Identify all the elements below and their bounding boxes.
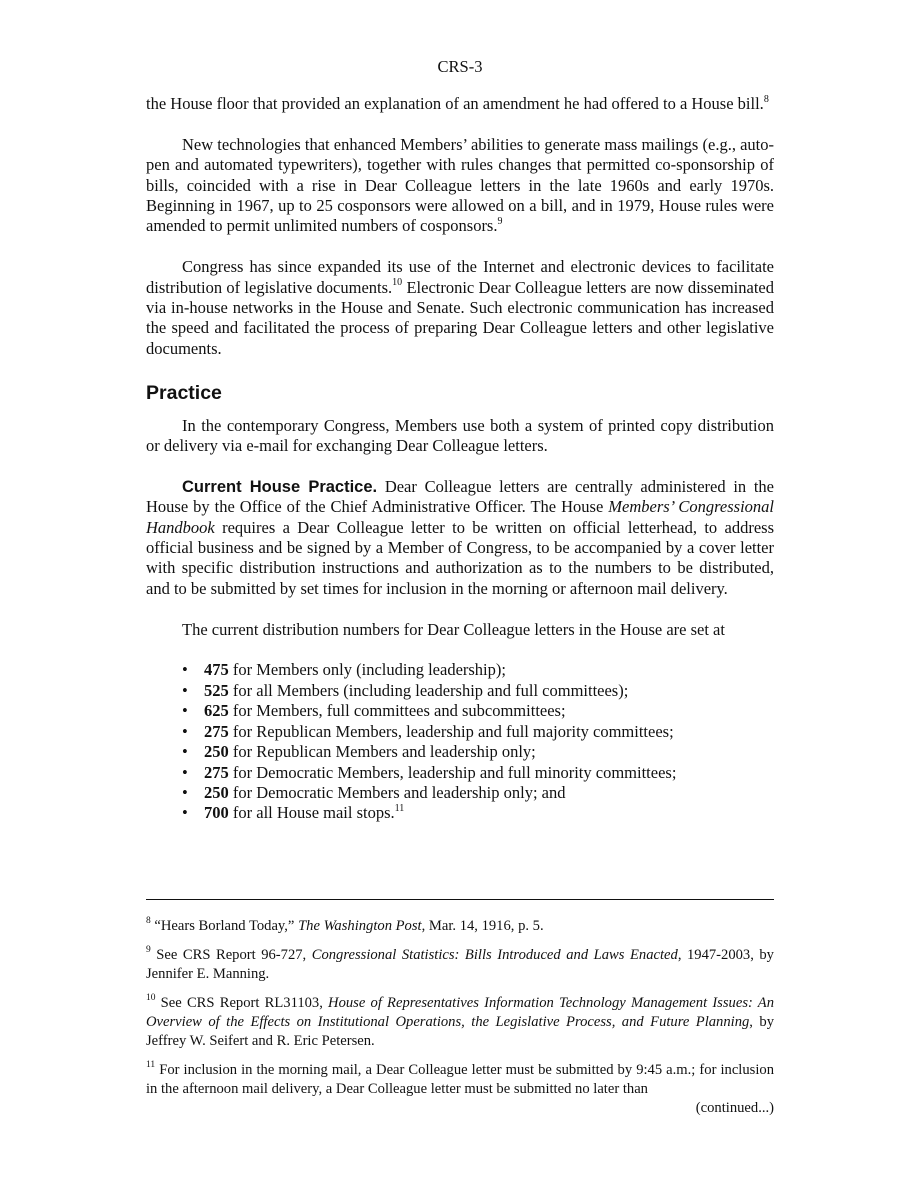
- page-number: CRS-3: [437, 57, 483, 76]
- list-item-text: for Democratic Members and leadership only; and: [228, 782, 566, 802]
- bullet-icon: •: [182, 660, 188, 680]
- distribution-number: 250: [204, 782, 229, 802]
- footnote-text: , by Jeffrey W. Seifert and R. Eric Petersen.: [146, 1014, 774, 1049]
- list-item-text: for all Members (including leadership and full committees);: [228, 680, 629, 700]
- list-item-text: for all House mail stops.: [228, 803, 395, 823]
- footnote-ref-8[interactable]: 8: [763, 93, 769, 105]
- list-item: [182, 763, 774, 783]
- paragraph-text: the House floor that provided an explanation of an amendment he had offered to a House bill.: [146, 94, 764, 113]
- bullet-icon: •: [182, 742, 188, 762]
- footnote-text: See CRS Report 96-727,: [150, 947, 312, 963]
- list-item-text: for Republican Members, leadership and full majority committees;: [228, 721, 674, 741]
- paragraph-new-technologies: [146, 135, 774, 237]
- run-in-heading: Current House Practice.: [182, 477, 378, 496]
- footnote-italic: House of Representatives Information Technology Management Issues: An Overview of the Effects on Institutional Operations, the Legislative Process, and Future Planning: [146, 995, 774, 1030]
- list-item-text: for Republican Members and leadership only;: [228, 742, 536, 762]
- footnote-text: , 1947-2003, by Jennifer E. Manning.: [146, 947, 774, 982]
- list-item: [182, 742, 774, 762]
- footnote-italic: The Washington Post: [298, 918, 422, 934]
- bullet-icon: •: [182, 762, 188, 782]
- paragraph-text: New technologies that enhanced Members’ abilities to generate mass mailings (e.g., auto-pen and automated typewriters), together with rules changes that permitted co-sponsorship of bills, coincided with a rise in Dear Colleague letters in the late 1960s and early 1970s. Beginning in 1967, up to 25 cosponsors were allowed on a bill, and in 1979, House rules were amended to permit unlimited numbers of cosponsors.: [146, 134, 774, 236]
- paragraph-text: Dear Colleague letters are centrally administered in the House by the Office of the Chief Administrative Officer. The House: [146, 476, 775, 517]
- paragraph-contemporary-congress: [146, 416, 774, 457]
- footnote-number: 11: [146, 1060, 156, 1071]
- paragraph-text: requires a Dear Colleague letter to be written on official letterhead, to address official business and be signed by a Member of Congress, to be accompanied by a cover letter with specific distribution instructions and authorization as to the numbers to be distributed, and to be submitted by set times for inclusion in the morning or afternoon mail delivery.: [146, 517, 774, 598]
- footnote-10: [146, 994, 774, 1051]
- distribution-number: 525: [204, 680, 229, 700]
- distribution-number: 275: [204, 721, 229, 741]
- list-item: [182, 701, 774, 721]
- paragraph-current-house-practice: [146, 477, 774, 599]
- footnote-9: [146, 946, 774, 984]
- footnotes: [146, 917, 774, 1128]
- paragraph-continuation: [146, 94, 774, 114]
- footnote-text: , Mar. 14, 1916, p. 5.: [421, 918, 544, 934]
- list-item: [182, 722, 774, 742]
- distribution-number: 475: [204, 660, 229, 680]
- section-heading-practice: Practice: [146, 381, 222, 404]
- list-item-text: for Members, full committees and subcommittees;: [228, 701, 566, 721]
- paragraph-text: Congress has since expanded its use of the Internet and electronic devices to facilitate distribution of legislative documents.: [146, 257, 774, 297]
- footnote-ref-10[interactable]: 10: [392, 277, 403, 289]
- paragraph-text: In the contemporary Congress, Members use both a system of printed copy distribution or delivery via e-mail for exchanging Dear Colleague letters.: [146, 415, 774, 456]
- body-text: [146, 94, 774, 824]
- footnote-text: “Hears Borland Today,”: [150, 918, 299, 934]
- handbook-title: Members’ Congressional Handbook: [146, 497, 774, 537]
- continued-marker: (continued...): [695, 1100, 774, 1116]
- footnote-text: For inclusion in the morning mail, a Dear Colleague letter must be submitted by 9:45 a.m.; for inclusion in the afternoon mail delivery, a Dear Colleague letter must be submitted no later than: [146, 1062, 774, 1097]
- paragraph-internet-expansion: [146, 257, 774, 359]
- footnote-ref-9[interactable]: 9: [497, 215, 503, 227]
- bullet-icon: •: [182, 782, 188, 802]
- bullet-icon: •: [182, 701, 188, 721]
- list-item: [182, 660, 774, 680]
- bullet-icon: •: [182, 803, 188, 823]
- footnote-number: 9: [146, 945, 151, 956]
- footnote-text: See CRS Report RL31103,: [155, 995, 329, 1011]
- distribution-number: 250: [204, 742, 229, 762]
- list-item-text: for Members only (including leadership);: [228, 660, 506, 680]
- paragraph-distribution-intro: [146, 620, 774, 640]
- bullet-icon: •: [182, 721, 188, 741]
- footnote-11: [146, 1061, 774, 1099]
- footnote-8: [146, 917, 774, 936]
- list-item-text: for Democratic Members, leadership and full minority committees;: [228, 762, 677, 782]
- footnote-number: 10: [146, 993, 156, 1004]
- paragraph-text: Electronic Dear Colleague letters are now disseminated via in-house networks in the House and Senate. Such electronic communication has increased the speed and facilitated the process of preparing Dear Colleague letters and other legislative documents.: [146, 277, 774, 358]
- list-item: [182, 803, 774, 823]
- footnote-number: 8: [146, 916, 151, 927]
- distribution-list: [146, 660, 774, 823]
- list-item: [182, 783, 774, 803]
- bullet-icon: •: [182, 680, 188, 700]
- list-item: [182, 681, 774, 701]
- distribution-number: 275: [204, 762, 229, 782]
- distribution-number: 625: [204, 701, 229, 721]
- paragraph-text: The current distribution numbers for Dear Colleague letters in the House are set at: [182, 619, 725, 639]
- footnote-divider: [146, 899, 774, 900]
- footnote-italic: Congressional Statistics: Bills Introduced and Laws Enacted: [311, 947, 678, 963]
- footnote-ref-11[interactable]: 11: [394, 802, 405, 814]
- distribution-number: 700: [204, 803, 229, 823]
